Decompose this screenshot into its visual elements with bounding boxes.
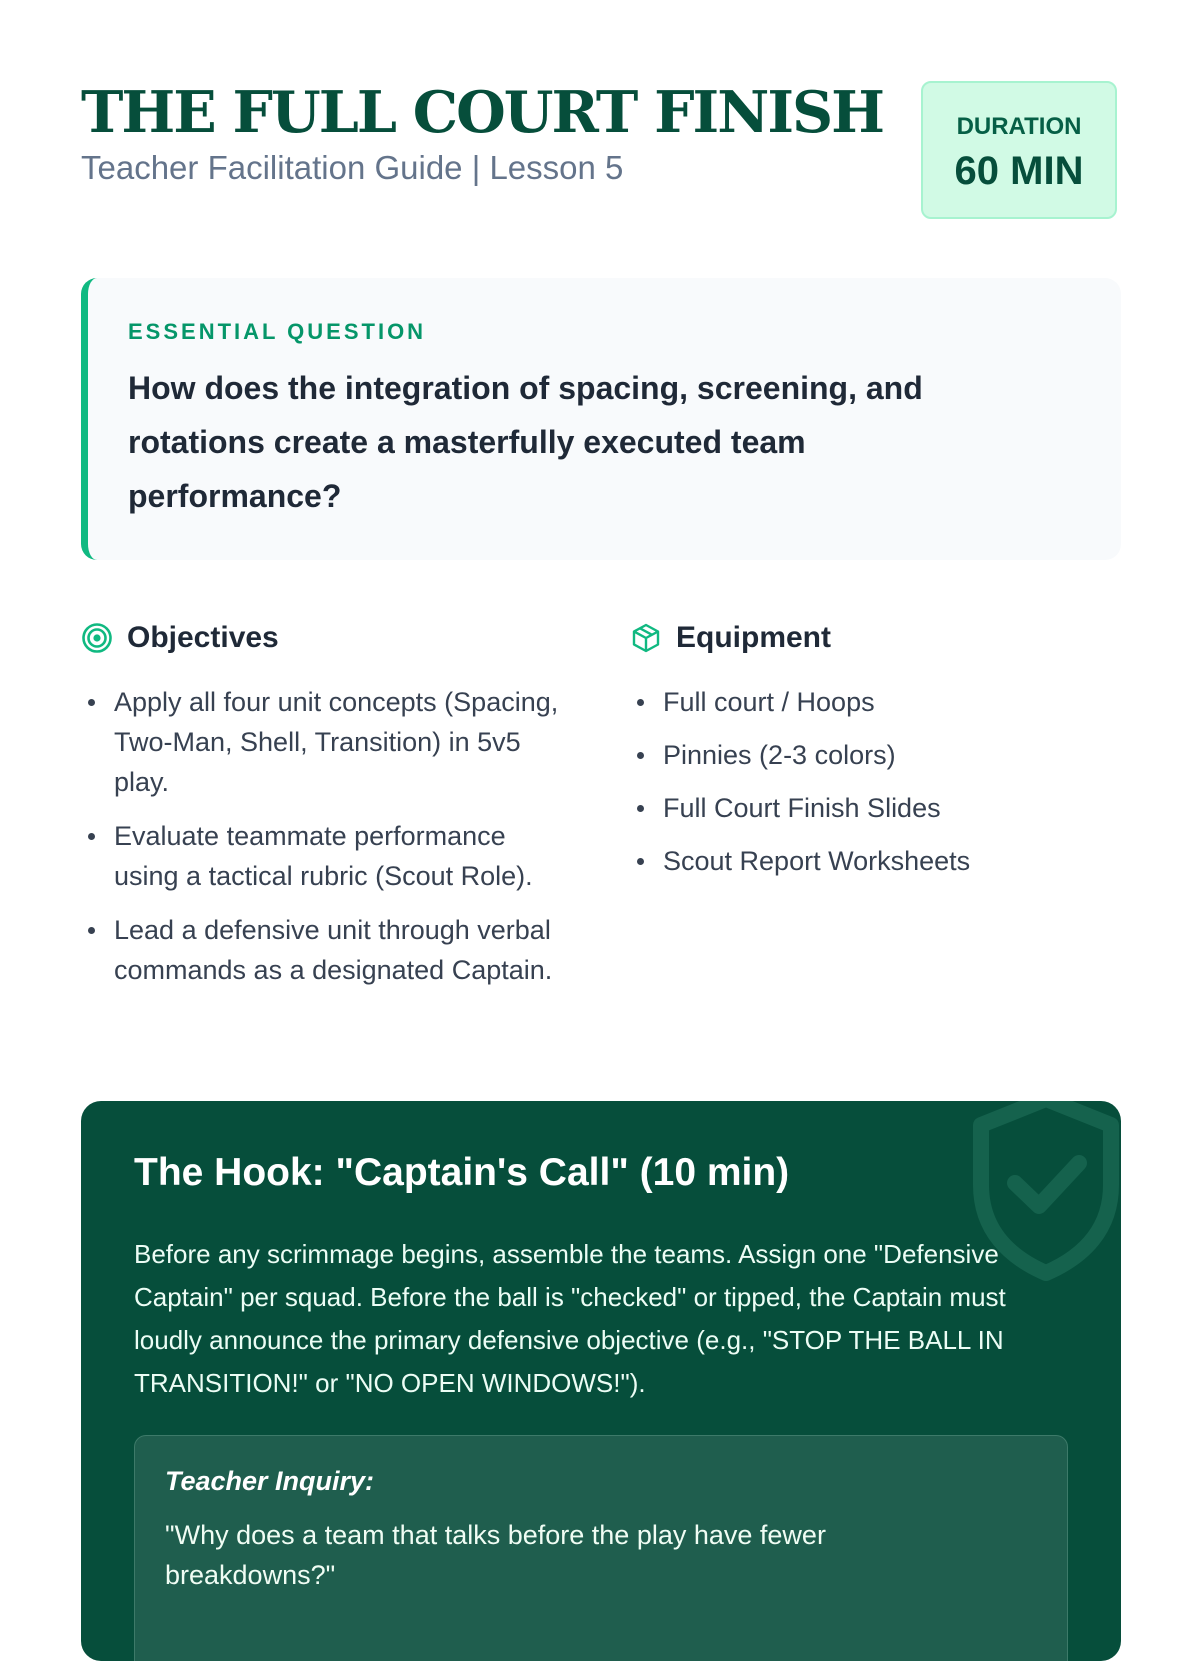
teacher-inquiry-text: "Why does a team that talks before the play have fewer breakdowns?" xyxy=(165,1520,826,1590)
objectives-heading: Objectives xyxy=(127,621,279,654)
box-icon xyxy=(630,622,662,654)
essential-question-card xyxy=(81,278,1121,560)
list-item: Pinnies (2-3 colors) xyxy=(630,735,1120,775)
objectives-section xyxy=(81,612,571,1004)
list-item: Evaluate teammate performance using a tactical rubric (Scout Role). xyxy=(81,816,571,896)
target-icon xyxy=(81,622,113,654)
hook-body: Before any scrimmage begins, assemble the teams. Assign one "Defensive Captain" per squad. Before the ball is "checked" or tipped, the Captain must loudly announce the primary defensive objective (e.g., "STOP THE BALL IN TRANSITION!" or "NO OPEN WINDOWS!"). xyxy=(134,1239,1006,1398)
objectives-list xyxy=(81,682,571,990)
page-subtitle: Teacher Facilitation Guide | Lesson 5 xyxy=(81,149,624,186)
duration-value: 60 MIN xyxy=(954,149,1084,193)
duration-badge xyxy=(921,81,1117,219)
teacher-inquiry-box xyxy=(134,1435,1068,1661)
essential-question-label: ESSENTIAL QUESTION xyxy=(128,319,427,344)
list-item: Apply all four unit concepts (Spacing, Two-Man, Shell, Transition) in 5v5 play. xyxy=(81,682,571,802)
essential-question-text: How does the integration of spacing, screening, and rotations create a masterfully executed team performance? xyxy=(128,370,923,514)
teacher-inquiry-label: Teacher Inquiry: xyxy=(165,1466,375,1496)
equipment-heading: Equipment xyxy=(676,621,831,654)
list-item: Lead a defensive unit through verbal commands as a designated Captain. xyxy=(81,910,571,990)
equipment-header xyxy=(630,612,1120,664)
page-header xyxy=(81,78,1121,224)
hook-title: The Hook: "Captain's Call" (10 min) xyxy=(134,1151,790,1194)
equipment-section xyxy=(630,612,1120,894)
duration-label: DURATION xyxy=(956,113,1082,140)
hook-card xyxy=(81,1101,1121,1661)
page-title: THE FULL COURT FINISH xyxy=(81,79,884,146)
list-item: Scout Report Worksheets xyxy=(630,841,1120,881)
equipment-list xyxy=(630,682,1120,881)
list-item: Full court / Hoops xyxy=(630,682,1120,722)
objectives-header xyxy=(81,612,571,664)
list-item: Full Court Finish Slides xyxy=(630,788,1120,828)
